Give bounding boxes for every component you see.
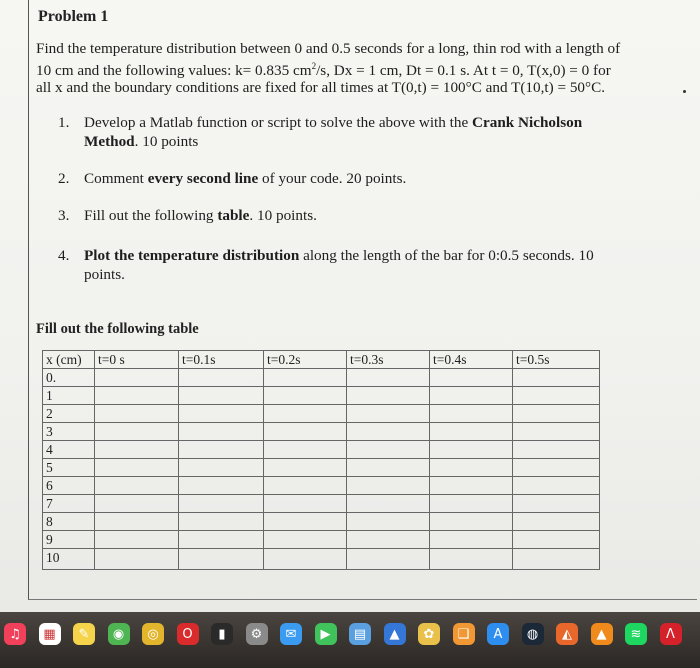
steam-icon[interactable]: ◍ — [522, 623, 544, 645]
stray-mark — [683, 90, 686, 93]
empty-cell[interactable] — [347, 477, 430, 495]
empty-cell[interactable] — [264, 495, 347, 513]
empty-cell[interactable] — [430, 423, 513, 441]
empty-cell[interactable] — [513, 531, 600, 549]
column-header: t=0.2s — [264, 351, 347, 369]
empty-cell[interactable] — [264, 477, 347, 495]
empty-cell[interactable] — [264, 423, 347, 441]
empty-cell[interactable] — [430, 405, 513, 423]
empty-cell[interactable] — [430, 441, 513, 459]
column-header: t=0 s — [95, 351, 179, 369]
empty-cell[interactable] — [513, 369, 600, 387]
empty-cell[interactable] — [95, 405, 179, 423]
empty-cell[interactable] — [347, 423, 430, 441]
empty-cell[interactable] — [264, 513, 347, 531]
table-row — [43, 387, 600, 405]
vlc-icon[interactable]: ▲ — [591, 623, 613, 645]
facetime-icon[interactable]: ▶ — [315, 623, 337, 645]
table-header-row — [43, 351, 600, 369]
column-header: x (cm) — [43, 351, 95, 369]
empty-cell[interactable] — [179, 477, 264, 495]
intro-line-2: 10 cm and the following values: k= 0.835 $cm^2/s$, Dx = 1 cm, Dt = 0.1 s. At t = 0, T(x,0) = 0 for — [36, 60, 611, 79]
empty-cell[interactable] — [513, 513, 600, 531]
x-value-cell: 3 — [43, 423, 95, 441]
x-value-cell: 0. — [43, 369, 95, 387]
empty-cell[interactable] — [179, 459, 264, 477]
empty-cell[interactable] — [95, 459, 179, 477]
macos-dock — [0, 612, 700, 668]
empty-cell[interactable] — [179, 495, 264, 513]
empty-cell[interactable] — [513, 549, 600, 570]
x-value-cell: 7 — [43, 495, 95, 513]
empty-cell[interactable] — [347, 495, 430, 513]
empty-cell[interactable] — [95, 387, 179, 405]
preview-icon[interactable]: ▤ — [349, 623, 371, 645]
empty-cell[interactable] — [179, 387, 264, 405]
chrome-icon[interactable]: ◎ — [142, 623, 164, 645]
empty-cell[interactable] — [179, 441, 264, 459]
empty-cell[interactable] — [430, 459, 513, 477]
empty-cell[interactable] — [264, 405, 347, 423]
books-icon[interactable]: ❑ — [453, 623, 475, 645]
empty-cell[interactable] — [430, 387, 513, 405]
table-row — [43, 369, 600, 387]
x-value-cell: 10 — [43, 549, 95, 570]
photos-icon[interactable]: ✿ — [418, 623, 440, 645]
table-row — [43, 423, 600, 441]
empty-cell[interactable] — [430, 477, 513, 495]
notes-icon[interactable]: ✎ — [73, 623, 95, 645]
empty-cell[interactable] — [264, 531, 347, 549]
empty-cell[interactable] — [179, 549, 264, 570]
task-1: 1. Develop a Matlab function or script to solve the above with the Crank Nicholson Method. 10 points — [58, 114, 583, 150]
empty-cell[interactable] — [513, 495, 600, 513]
table-row — [43, 405, 600, 423]
empty-cell[interactable] — [430, 549, 513, 570]
keynote-icon[interactable]: ▲ — [384, 623, 406, 645]
temperature-table — [42, 350, 600, 570]
stocks-icon[interactable]: ▮ — [211, 623, 233, 645]
settings-icon[interactable]: ⚙ — [246, 623, 268, 645]
table-row — [43, 495, 600, 513]
empty-cell[interactable] — [513, 387, 600, 405]
empty-cell[interactable] — [513, 441, 600, 459]
empty-cell[interactable] — [513, 459, 600, 477]
empty-cell[interactable] — [430, 513, 513, 531]
empty-cell[interactable] — [264, 387, 347, 405]
intro-line-1: Find the temperature distribution between 0 and 0.5 seconds for a long, thin rod with a length of — [36, 40, 621, 57]
problem-statement — [36, 40, 656, 97]
music-icon[interactable]: ♫ — [4, 623, 26, 645]
calendar-icon[interactable]: ▦ — [39, 623, 61, 645]
empty-cell[interactable] — [347, 441, 430, 459]
empty-cell[interactable] — [95, 549, 179, 570]
empty-cell[interactable] — [179, 405, 264, 423]
column-header: t=0.1s — [179, 351, 264, 369]
appstore-icon[interactable]: A — [487, 623, 509, 645]
empty-cell[interactable] — [430, 369, 513, 387]
empty-cell[interactable] — [264, 441, 347, 459]
column-header: t=0.3s — [347, 351, 430, 369]
empty-cell[interactable] — [179, 513, 264, 531]
empty-cell[interactable] — [347, 459, 430, 477]
table-row — [43, 441, 600, 459]
column-header: t=0.4s — [430, 351, 513, 369]
x-value-cell: 4 — [43, 441, 95, 459]
empty-cell[interactable] — [95, 369, 179, 387]
empty-cell[interactable] — [347, 405, 430, 423]
empty-cell[interactable] — [430, 495, 513, 513]
empty-cell[interactable] — [95, 513, 179, 531]
maps-icon[interactable]: ◉ — [108, 623, 130, 645]
empty-cell[interactable] — [513, 477, 600, 495]
empty-cell[interactable] — [179, 531, 264, 549]
empty-cell[interactable] — [95, 495, 179, 513]
x-value-cell: 8 — [43, 513, 95, 531]
empty-cell[interactable] — [179, 369, 264, 387]
intro-line-3: all x and the boundary conditions are fixed for all times at T(0,t) = 100°C and T(10,t) = 50°C. — [36, 79, 606, 97]
empty-cell[interactable] — [95, 531, 179, 549]
acrobat-icon[interactable]: Λ — [660, 623, 682, 645]
table-heading: Fill out the following table — [36, 321, 199, 337]
task-2: 2. Comment every second line of your code. 20 points. — [58, 170, 407, 187]
opera-icon[interactable]: O — [177, 623, 199, 645]
table-row — [43, 477, 600, 495]
empty-cell[interactable] — [347, 549, 430, 570]
empty-cell[interactable] — [95, 441, 179, 459]
x-value-cell: 9 — [43, 531, 95, 549]
empty-cell[interactable] — [347, 387, 430, 405]
empty-cell[interactable] — [264, 459, 347, 477]
problem-title: Problem 1 — [38, 8, 109, 25]
spotify-icon[interactable]: ≋ — [625, 623, 647, 645]
x-value-cell: 1 — [43, 387, 95, 405]
table-row — [43, 513, 600, 531]
x-value-cell: 5 — [43, 459, 95, 477]
table-row — [43, 549, 600, 570]
table-row — [43, 531, 600, 549]
x-value-cell: 6 — [43, 477, 95, 495]
empty-cell[interactable] — [264, 369, 347, 387]
messages-icon[interactable]: ✉ — [280, 623, 302, 645]
empty-cell[interactable] — [513, 423, 600, 441]
empty-cell[interactable] — [513, 405, 600, 423]
x-value-cell: 2 — [43, 405, 95, 423]
empty-cell[interactable] — [347, 369, 430, 387]
task-4: 4. Plot the temperature distribution along the length of the bar for 0:0.5 seconds. 10 points. — [58, 247, 594, 283]
empty-cell[interactable] — [95, 423, 179, 441]
empty-cell[interactable] — [179, 423, 264, 441]
column-header: t=0.5s — [513, 351, 600, 369]
matlab-icon[interactable]: ◭ — [556, 623, 578, 645]
task-3: 3. Fill out the following table. 10 points. — [58, 207, 317, 224]
empty-cell[interactable] — [347, 513, 430, 531]
empty-cell[interactable] — [347, 531, 430, 549]
table-row — [43, 459, 600, 477]
empty-cell[interactable] — [264, 549, 347, 570]
empty-cell[interactable] — [430, 531, 513, 549]
empty-cell[interactable] — [95, 477, 179, 495]
